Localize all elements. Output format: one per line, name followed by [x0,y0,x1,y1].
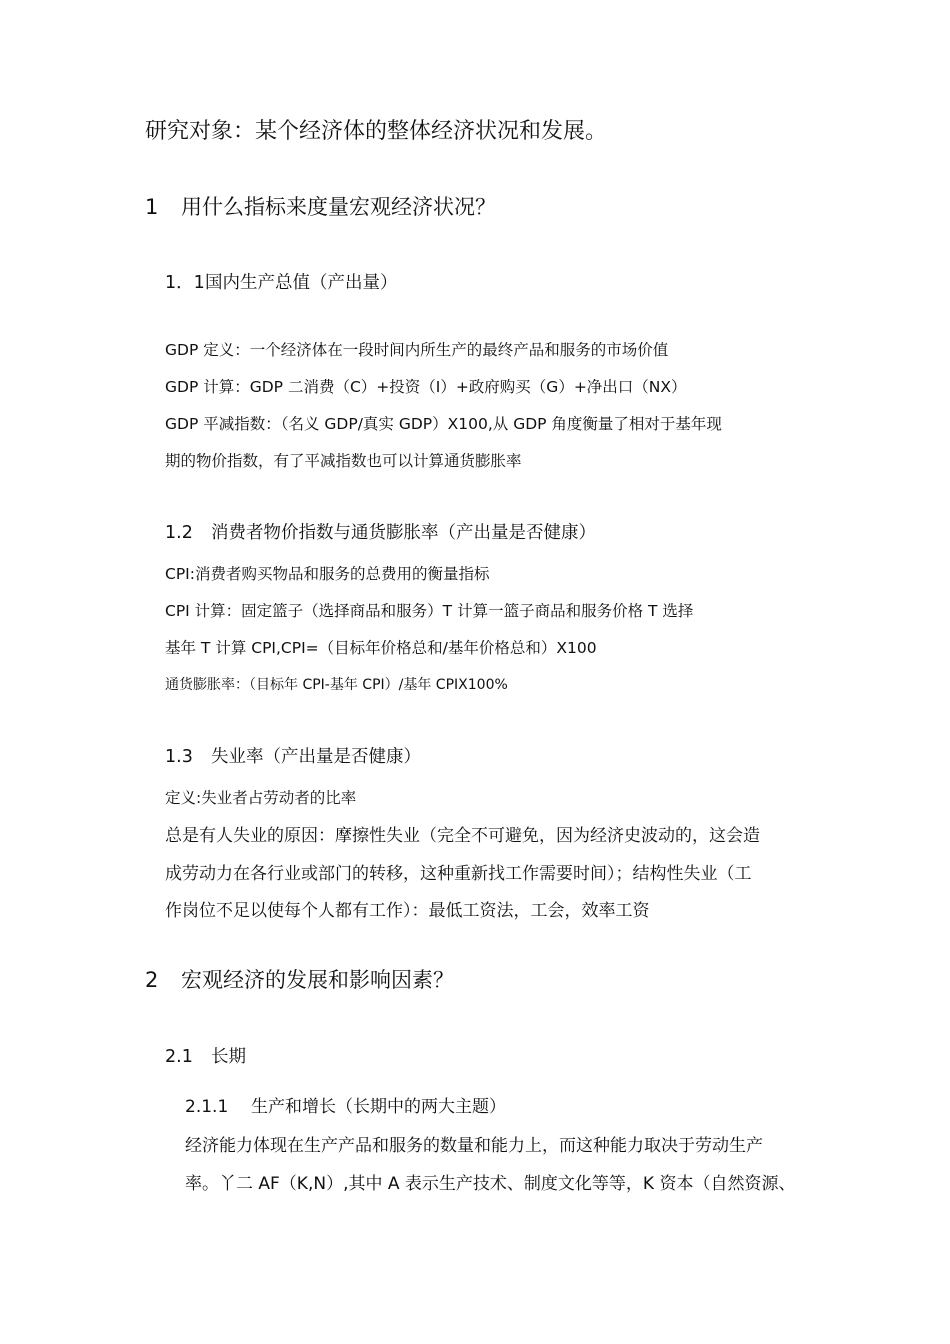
section-1-1-title: 国内生产总值（产出量） [205,273,398,293]
cpi-definition: CPI:消费者购买物品和服务的总费用的衡量指标 [165,565,490,583]
section-2-1-heading [165,1047,246,1068]
section-2-1-title: 长期 [211,1047,246,1067]
section-2-title: 宏观经济的发展和影响因素？ [181,968,454,992]
production-paragraph-2: 率。丫二 AF（K,N）,其中 A 表示生产技术、制度文化等等，K 资本（自然资源、 [185,1174,796,1194]
section-1-1-number: 1．1 [165,273,205,293]
unemployment-causes-1: 总是有人失业的原因：摩擦性失业（完全不可避免，因为经济史波动的，这会造 [165,826,760,846]
unemployment-definition: 定义:失业者占劳动者的比率 [165,789,357,807]
section-2-1-1-heading [185,1097,506,1117]
section-2-number: 2 [145,968,159,992]
inflation-rate: 通货膨胀率：（目标年 CPI-基年 CPI）/基年 CPIX100% [165,677,508,693]
section-1-1-heading [165,273,398,294]
gdp-formula: GDP 计算：GDP 二消费（C）+投资（I）+政府购买（G）+净出口（NX） [165,378,687,396]
section-1-2-number: 1.2 [165,523,193,543]
section-2-heading [145,968,454,993]
unemployment-causes-2: 成劳动力在各行业或部门的转移，这种重新找工作需要时间）；结构性失业（工 [165,864,752,884]
intro-line: 研究对象：某个经济体的整体经济状况和发展。 [145,119,608,144]
section-1-2-heading [165,523,596,544]
section-2-1-1-number: 2.1.1 [185,1097,229,1117]
section-1-number: 1 [145,195,159,219]
cpi-calculation: CPI 计算：固定篮子（选择商品和服务）T 计算一篮子商品和服务价格 T 选择 [165,602,694,620]
gdp-deflator-cont: 期的物价指数，有了平减指数也可以计算通货膨胀率 [165,452,522,470]
cpi-calculation-cont: 基年 T 计算 CPI,CPI=（目标年价格总和/基年价格总和）X100 [165,639,597,657]
section-1-title: 用什么指标来度量宏观经济状况？ [181,195,496,219]
section-1-3-number: 1.3 [165,747,193,767]
section-1-heading [145,195,496,220]
section-1-2-title: 消费者物价指数与通货膨胀率（产出量是否健康） [211,523,596,543]
unemployment-causes-3: 作岗位不足以使每个人都有工作）：最低工资法，工会，效率工资 [165,901,650,921]
section-2-1-1-title: 生产和增长（长期中的两大主题） [251,1097,506,1117]
section-1-3-heading [165,747,421,768]
production-paragraph-1: 经济能力体现在生产产品和服务的数量和能力上，而这种能力取决于劳动生产 [185,1136,763,1156]
gdp-deflator: GDP 平减指数：（名义 GDP/真实 GDP）X100,从 GDP 角度衡量了相对于基年现 [165,415,722,433]
section-1-3-title: 失业率（产出量是否健康） [211,747,421,767]
gdp-definition: GDP 定义：一个经济体在一段时间内所生产的最终产品和服务的市场价值 [165,341,669,359]
section-2-1-number: 2.1 [165,1047,193,1067]
